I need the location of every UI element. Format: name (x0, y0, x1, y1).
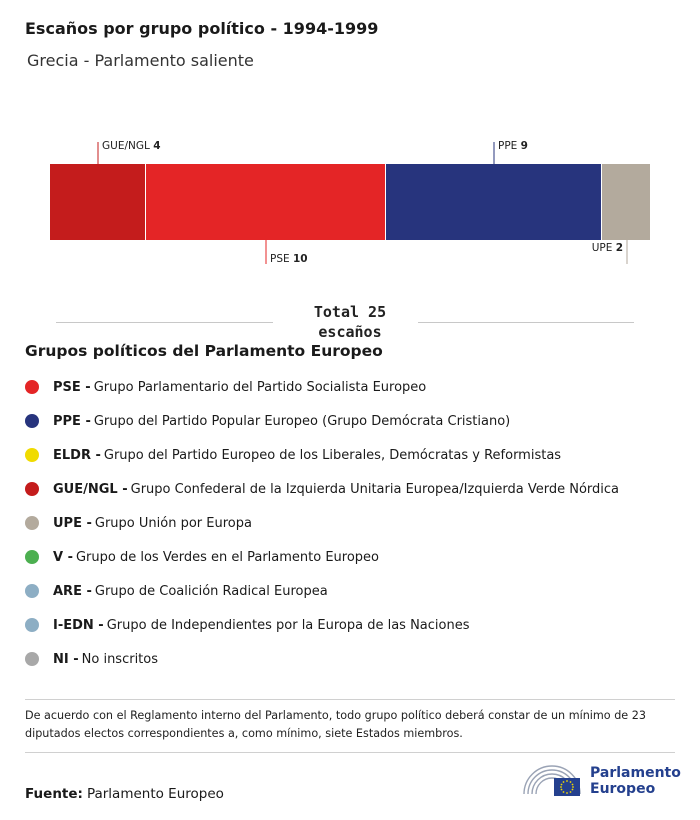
bar-segment-upe (602, 164, 650, 240)
legend-item (25, 472, 619, 506)
legend-text: Grupo de Coalición Radical Europea (94, 583, 328, 599)
seat-bar-chart (0, 130, 700, 280)
legend-abbr: GUE/NGL - (53, 481, 128, 497)
total-line-2: escaños (318, 323, 382, 341)
footnote: De acuerdo con el Reglamento interno del Parlamento, todo grupo político deberá constar de un mínimo de 23 diputados electos correspondientes a, como mínimo, siete Estados miembros. (25, 709, 646, 740)
legend-text: Grupo Unión por Europa (94, 515, 252, 531)
logo-line-1: Parlamento (590, 765, 681, 781)
parliament-hemicycle-icon (520, 762, 584, 800)
legend-title: Grupos políticos del Parlamento Europeo (25, 342, 383, 360)
data-label-ppe: PPE 9 (498, 140, 528, 152)
legend-swatch (25, 584, 39, 598)
data-label-gue-ngl: GUE/NGL 4 (102, 140, 161, 152)
bar-segment-pse (146, 164, 385, 240)
legend-text: Grupo del Partido Popular Europeo (Grupo Demócrata Cristiano) (93, 413, 511, 429)
total-right-rule (418, 322, 634, 323)
legend-item (25, 438, 619, 472)
legend-abbr: UPE - (53, 515, 92, 531)
legend-swatch (25, 516, 39, 530)
legend-swatch (25, 618, 39, 632)
divider-bottom (25, 752, 675, 753)
legend-text: Grupo de los Verdes en el Parlamento Europeo (75, 549, 379, 565)
legend-text: Grupo Confederal de la Izquierda Unitaria Europea/Izquierda Verde Nórdica (130, 481, 620, 497)
source (25, 786, 224, 802)
data-label-pse: PSE 10 (270, 253, 308, 265)
legend-item (25, 404, 619, 438)
legend-abbr: NI - (53, 651, 79, 667)
legend-abbr: PSE - (53, 379, 91, 395)
data-label-upe: UPE 2 (591, 242, 623, 254)
legend-text: No inscritos (81, 651, 159, 667)
legend-abbr: ARE - (53, 583, 92, 599)
legend-item (25, 642, 619, 676)
legend-abbr: I-EDN - (53, 617, 104, 633)
chart-title: Escaños por grupo político - 1994-1999 (25, 19, 379, 38)
legend-text: Grupo de Independientes por la Europa de las Naciones (106, 617, 470, 633)
legend-swatch (25, 414, 39, 428)
source-label: Fuente: (25, 786, 83, 802)
legend-item (25, 574, 619, 608)
legend-abbr: ELDR - (53, 447, 101, 463)
divider-top (25, 699, 675, 700)
legend-item (25, 370, 619, 404)
legend-item (25, 540, 619, 574)
total-seats-label (300, 302, 400, 342)
source-value: Parlamento Europeo (86, 786, 224, 802)
logo-text (590, 765, 681, 797)
legend-swatch (25, 448, 39, 462)
total-line-1: Total 25 (313, 303, 387, 321)
bar-segment-ppe (386, 164, 601, 240)
legend-list (25, 370, 619, 676)
legend-swatch (25, 380, 39, 394)
legend-swatch (25, 482, 39, 496)
legend-swatch (25, 652, 39, 666)
legend-abbr: PPE - (53, 413, 91, 429)
european-parliament-logo (520, 762, 681, 800)
legend-item (25, 506, 619, 540)
legend-item (25, 608, 619, 642)
bar-segment-gue-ngl (50, 164, 145, 240)
chart-subtitle: Grecia - Parlamento saliente (27, 51, 254, 70)
legend-text: Grupo del Partido Europeo de los Liberales, Demócratas y Reformistas (103, 447, 562, 463)
total-left-rule (56, 322, 273, 323)
legend-text: Grupo Parlamentario del Partido Socialista Europeo (93, 379, 427, 395)
legend-swatch (25, 550, 39, 564)
logo-line-2: Europeo (590, 781, 656, 797)
legend-abbr: V - (53, 549, 73, 565)
